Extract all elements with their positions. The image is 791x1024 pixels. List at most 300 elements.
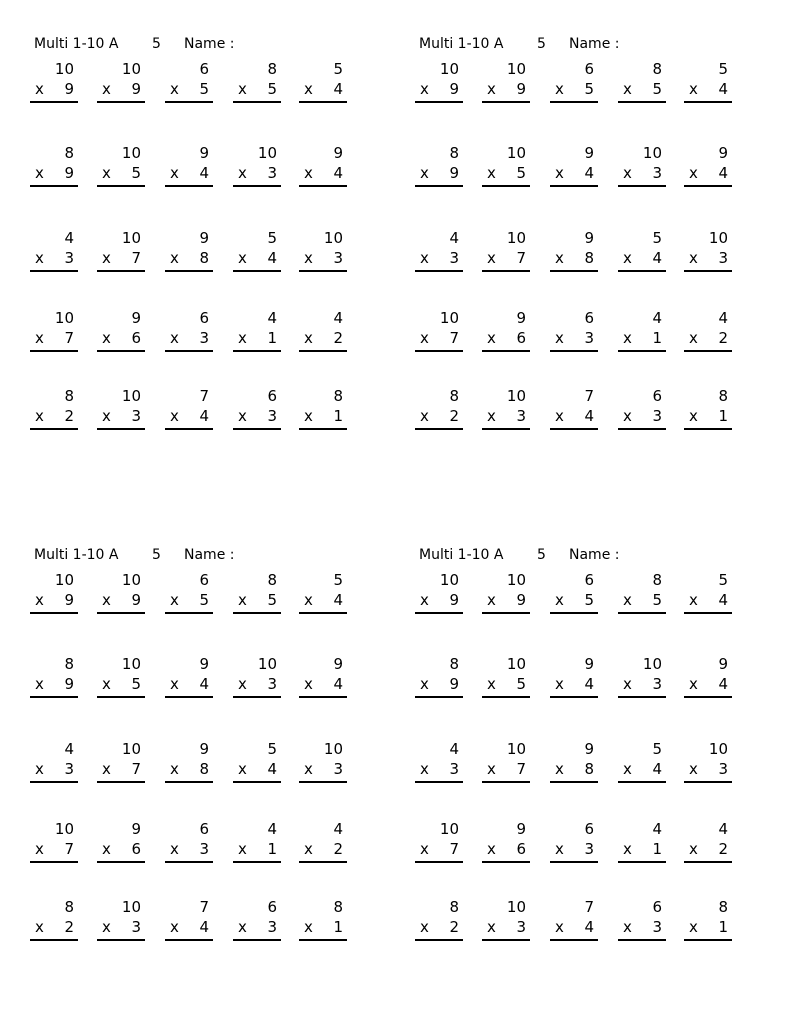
multiplicand: 4 [652,820,662,838]
multiplier-line [618,329,666,348]
answer-line [550,612,598,614]
multiplicand: 9 [199,144,209,162]
multiply-sign: x [689,80,698,98]
multiply-sign: x [623,760,632,778]
multiply-sign: x [689,840,698,858]
multiplication-problem [550,229,598,273]
multiplier-line [299,918,347,937]
multiply-sign: x [689,675,698,693]
multiply-sign: x [238,80,247,98]
multiplication-problem [97,571,145,615]
multiplicand: 9 [199,740,209,758]
answer-line [233,428,281,430]
multiplier-line [550,760,598,779]
multiplier: 4 [718,675,728,693]
multiplication-problem [299,740,347,784]
multiply-sign: x [304,675,313,693]
multiplier-line [165,329,213,348]
worksheet-number: 5 [152,547,161,563]
multiply-sign: x [487,80,496,98]
multiplicand: 9 [584,229,594,247]
answer-line [684,350,732,352]
multiplicand: 9 [584,144,594,162]
multiply-sign: x [102,249,111,267]
multiplier-line [482,840,530,859]
multiplier-line [233,760,281,779]
multiplication-problem [165,820,213,864]
answer-line [482,696,530,698]
name-label: Name : [569,547,620,563]
multiplier: 2 [449,407,459,425]
multiplier-line [165,591,213,610]
multiply-sign: x [102,760,111,778]
multiplication-problem [30,898,78,942]
multiplication-problem [618,820,666,864]
multiply-sign: x [304,591,313,609]
multiplicand: 10 [506,387,526,405]
multiplier-line [415,840,463,859]
multiplier-line [233,918,281,937]
multiply-sign: x [102,80,111,98]
answer-line [165,612,213,614]
multiplication-problem [550,144,598,188]
multiplicand: 10 [323,740,343,758]
multiply-sign: x [555,329,564,347]
multiplication-problem [618,571,666,615]
multiply-sign: x [623,918,632,936]
multiplicand: 10 [257,655,277,673]
multiply-sign: x [623,329,632,347]
multiplier: 4 [718,164,728,182]
multiplication-problem [299,655,347,699]
multiplier: 5 [516,675,526,693]
multiplication-problem [550,898,598,942]
multiply-sign: x [170,249,179,267]
multiplicand: 8 [64,387,74,405]
multiplier: 8 [199,249,209,267]
worksheet-2 [415,34,745,434]
multiplier-line [30,80,78,99]
multiply-sign: x [238,918,247,936]
multiplicand: 7 [199,387,209,405]
multiplicand: 9 [333,144,343,162]
multiplication-problem [233,740,281,784]
answer-line [165,185,213,187]
multiplier-line [30,918,78,937]
multiplicand: 6 [584,309,594,327]
answer-line [30,696,78,698]
multiplier: 9 [64,675,74,693]
multiplier-line [684,840,732,859]
multiply-sign: x [487,675,496,693]
answer-line [165,428,213,430]
multiply-sign: x [420,675,429,693]
multiplier-line [165,918,213,937]
answer-line [684,185,732,187]
multiplication-problem [233,655,281,699]
multiplier-line [97,675,145,694]
multiplication-problem [618,387,666,431]
multiplier-line [684,591,732,610]
multiplicand: 8 [652,60,662,78]
answer-line [97,101,145,103]
multiplication-problem [233,898,281,942]
answer-line [415,185,463,187]
multiplicand: 8 [449,387,459,405]
multiplicand: 10 [54,820,74,838]
multiplier: 9 [516,591,526,609]
multiplier-line [684,80,732,99]
answer-line [233,781,281,783]
multiply-sign: x [102,329,111,347]
multiplication-problem [165,144,213,188]
multiplication-problem [618,144,666,188]
multiplication-problem [482,740,530,784]
multiplicand: 8 [267,571,277,589]
multiplier-line [482,591,530,610]
multiply-sign: x [238,591,247,609]
multiplier-line [233,80,281,99]
multiplier: 3 [449,760,459,778]
multiply-sign: x [35,760,44,778]
answer-line [233,101,281,103]
multiplier: 3 [267,918,277,936]
multiplication-problem [233,387,281,431]
multiplication-problem [165,229,213,273]
multiplier-line [233,675,281,694]
multiplier: 4 [333,591,343,609]
multiplier-line [299,760,347,779]
answer-line [550,696,598,698]
multiplier: 7 [516,249,526,267]
multiplication-problem [618,309,666,353]
multiplier-line [30,760,78,779]
answer-line [550,428,598,430]
multiplier-line [618,407,666,426]
multiplier-line [618,249,666,268]
multiplier-line [415,164,463,183]
multiplicand: 10 [121,898,141,916]
answer-line [30,185,78,187]
multiplicand: 10 [54,571,74,589]
worksheet-4 [415,545,745,945]
multiplicand: 10 [121,229,141,247]
multiplier-line [415,760,463,779]
multiplier-line [30,840,78,859]
multiplier-line [30,164,78,183]
multiplicand: 10 [708,229,728,247]
multiplication-problem [482,571,530,615]
multiplication-problem [415,60,463,104]
multiplier-line [165,407,213,426]
multiplicand: 6 [584,571,594,589]
worksheet-1 [30,34,360,434]
multiplication-problem [299,898,347,942]
answer-line [30,939,78,941]
multiplier: 5 [584,80,594,98]
answer-line [482,781,530,783]
multiplicand: 10 [121,144,141,162]
answer-line [97,270,145,272]
multiplier-line [299,407,347,426]
answer-line [618,428,666,430]
multiplication-problem [415,571,463,615]
name-label: Name : [569,36,620,52]
multiplication-problem [299,571,347,615]
answer-line [550,350,598,352]
multiply-sign: x [555,591,564,609]
multiplier-line [550,329,598,348]
multiplier: 1 [333,918,343,936]
multiplication-problem [415,740,463,784]
multiplier: 4 [267,249,277,267]
multiplier: 3 [652,675,662,693]
multiplier-line [299,249,347,268]
answer-line [550,270,598,272]
multiplier: 4 [652,249,662,267]
answer-line [30,270,78,272]
multiplier-line [482,918,530,937]
multiplicand: 5 [267,229,277,247]
multiplier-line [97,918,145,937]
multiplier-line [618,918,666,937]
answer-line [415,101,463,103]
multiplication-problem [97,144,145,188]
multiplier: 1 [267,840,277,858]
multiplier: 1 [652,840,662,858]
multiplication-problem [233,309,281,353]
answer-line [618,185,666,187]
multiplier-line [97,329,145,348]
multiply-sign: x [35,329,44,347]
multiplier: 5 [516,164,526,182]
multiplier-line [233,591,281,610]
multiplier: 4 [267,760,277,778]
multiplication-problem [97,655,145,699]
answer-line [30,428,78,430]
multiplicand: 4 [333,309,343,327]
multiplication-problem [618,60,666,104]
multiplier: 4 [199,675,209,693]
multiplier: 7 [449,840,459,858]
multiplication-problem [299,144,347,188]
multiply-sign: x [238,407,247,425]
multiplicand: 8 [449,655,459,673]
multiplication-problem [97,898,145,942]
multiplication-problem [415,820,463,864]
multiplicand: 4 [64,740,74,758]
multiplier-line [684,249,732,268]
multiply-sign: x [623,407,632,425]
multiplication-problem [30,655,78,699]
multiplier-line [482,675,530,694]
multiplication-problem [550,820,598,864]
multiply-sign: x [238,760,247,778]
multiplier: 5 [199,591,209,609]
multiply-sign: x [304,407,313,425]
multiplier-line [482,760,530,779]
multiplication-problem [165,571,213,615]
multiplier-line [97,164,145,183]
multiply-sign: x [35,591,44,609]
multiplicand: 10 [439,309,459,327]
multiplier-line [482,407,530,426]
multiply-sign: x [623,840,632,858]
multiplicand: 4 [267,820,277,838]
multiplier-line [299,591,347,610]
answer-line [30,861,78,863]
multiplication-problem [299,60,347,104]
multiplier: 2 [333,329,343,347]
multiply-sign: x [238,675,247,693]
worksheet-header [30,34,360,54]
answer-line [30,781,78,783]
multiplication-problem [97,387,145,431]
multiplier: 7 [449,329,459,347]
multiplication-problem [684,387,732,431]
answer-line [482,350,530,352]
worksheet-title: Multi 1-10 A [419,547,504,563]
multiplicand: 10 [506,898,526,916]
multiplier-line [299,840,347,859]
multiply-sign: x [102,591,111,609]
multiplication-problem [415,655,463,699]
multiplication-problem [30,144,78,188]
multiply-sign: x [487,249,496,267]
multiplier-line [233,329,281,348]
multiplicand: 10 [506,229,526,247]
multiply-sign: x [420,591,429,609]
multiplication-problem [97,740,145,784]
multiply-sign: x [102,675,111,693]
multiplier-line [550,164,598,183]
multiplication-problem [684,820,732,864]
multiplicand: 6 [199,571,209,589]
multiplicand: 10 [506,60,526,78]
multiplier: 2 [718,840,728,858]
multiplicand: 9 [718,144,728,162]
multiplier: 3 [64,760,74,778]
multiply-sign: x [420,164,429,182]
multiplicand: 6 [267,387,277,405]
multiplication-problem [165,309,213,353]
multiplication-problem [684,898,732,942]
multiplier: 2 [64,918,74,936]
multiplier-line [618,675,666,694]
answer-line [299,939,347,941]
multiplier: 8 [584,249,594,267]
multiplier: 4 [333,80,343,98]
answer-line [97,781,145,783]
multiply-sign: x [689,760,698,778]
worksheet-header [30,545,360,565]
multiplier-line [482,80,530,99]
multiply-sign: x [102,407,111,425]
multiply-sign: x [304,329,313,347]
multiplicand: 9 [199,229,209,247]
multiplicand: 8 [718,387,728,405]
multiplier-line [618,591,666,610]
multiply-sign: x [420,249,429,267]
multiplier-line [684,407,732,426]
answer-line [415,781,463,783]
multiplication-problem [684,144,732,188]
answer-line [233,939,281,941]
multiplication-problem [684,655,732,699]
multiply-sign: x [35,249,44,267]
multiplier: 3 [584,840,594,858]
multiplication-problem [30,387,78,431]
multiply-sign: x [689,164,698,182]
multiplication-problem [482,309,530,353]
multiplicand: 8 [333,898,343,916]
multiply-sign: x [170,407,179,425]
multiplicand: 10 [506,740,526,758]
multiplicand: 5 [718,571,728,589]
answer-line [684,861,732,863]
multiply-sign: x [689,249,698,267]
multiplication-problem [482,655,530,699]
multiplier: 4 [718,591,728,609]
multiplicand: 10 [642,655,662,673]
answer-line [618,270,666,272]
multiplier-line [233,840,281,859]
answer-line [165,270,213,272]
multiplicand: 4 [718,309,728,327]
multiply-sign: x [420,407,429,425]
multiplicand: 7 [199,898,209,916]
multiplicand: 6 [652,898,662,916]
worksheet-number: 5 [537,547,546,563]
multiplicand: 10 [708,740,728,758]
multiply-sign: x [170,329,179,347]
multiply-sign: x [555,760,564,778]
multiplicand: 6 [584,820,594,838]
multiplier-line [550,675,598,694]
multiplier: 5 [652,591,662,609]
multiplicand: 9 [131,820,141,838]
multiplier-line [482,249,530,268]
multiplicand: 4 [449,229,459,247]
multiply-sign: x [35,407,44,425]
answer-line [482,185,530,187]
multiplier-line [684,164,732,183]
multiplicand: 7 [584,898,594,916]
multiplier-line [233,407,281,426]
answer-line [618,696,666,698]
multiplier-line [550,591,598,610]
multiplicand: 10 [439,60,459,78]
multiplier-line [30,675,78,694]
multiply-sign: x [487,840,496,858]
multiplicand: 5 [333,60,343,78]
multiplicand: 6 [199,309,209,327]
answer-line [97,185,145,187]
multiplier-line [415,249,463,268]
multiplier-line [684,918,732,937]
multiplier: 4 [584,918,594,936]
multiplier-line [684,329,732,348]
multiplier: 5 [652,80,662,98]
multiplication-problem [482,898,530,942]
multiplication-problem [299,387,347,431]
multiplier-line [415,591,463,610]
multiplier-line [30,249,78,268]
answer-line [233,696,281,698]
answer-line [165,781,213,783]
multiplicand: 6 [199,820,209,838]
multiplier-line [482,329,530,348]
